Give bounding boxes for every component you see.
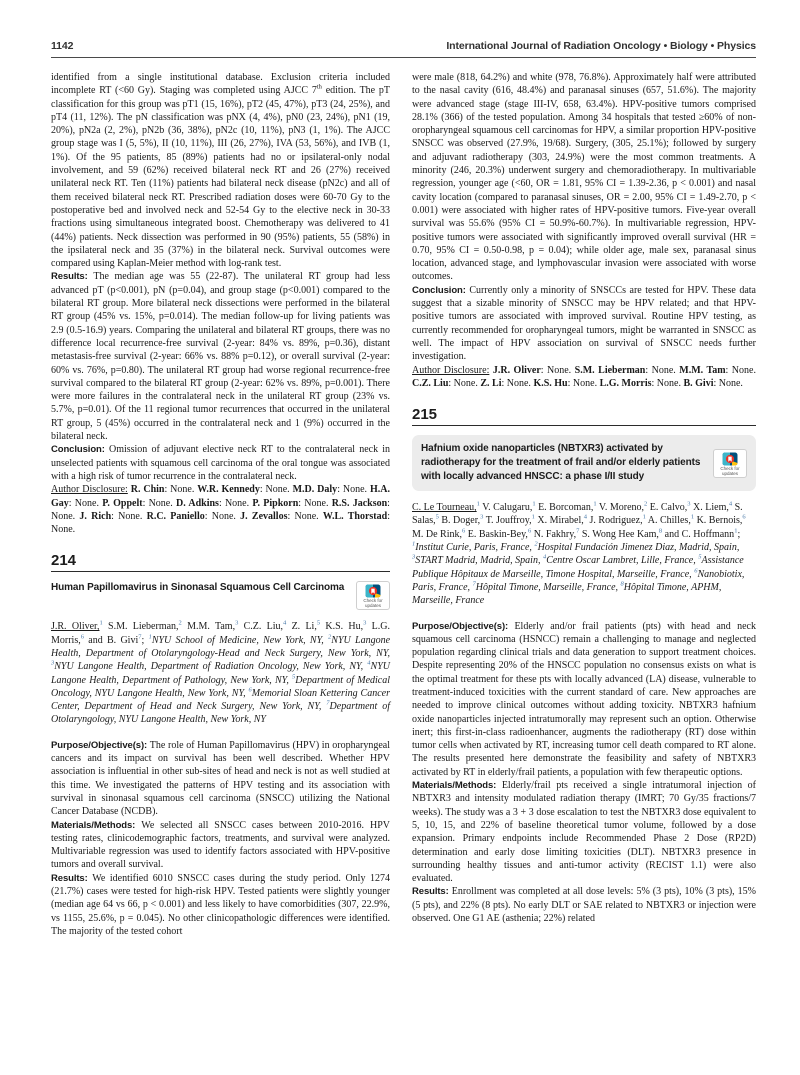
- text-segment: : None.: [651, 377, 684, 389]
- text-segment: Department of Otolaryngology, NYU Langone Health, New York, NY: [51, 701, 390, 726]
- text-segment: Hôpital Timone, APHM, Marseille, France: [412, 581, 722, 607]
- text-segment: Institut Curie, Paris, France,: [415, 542, 535, 554]
- text-segment: : None.: [337, 484, 370, 496]
- text-segment: C.Z. Liu,: [238, 621, 284, 633]
- text-segment: W.R. Kennedy: [197, 484, 260, 496]
- text-segment: J. Rich: [79, 510, 112, 522]
- section-label: Purpose/Objective(s):: [51, 739, 150, 751]
- check-for-updates-badge[interactable]: [356, 581, 390, 610]
- journal-title: International Journal of Radiation Oncology • Biology • Physics: [446, 40, 756, 52]
- section-label: Results:: [51, 271, 94, 283]
- text-segment: Enrollment was completed at all dose levels: 5% (3 pts), 10% (3 pts), 15% (5 pts), and 22% (8 pts). No early DLT or SAE related to NBTXR3 or injection were observed. One G1 AE (asthenia; 22%) related: [412, 886, 756, 925]
- text-segment: R.S. Jackson: [331, 497, 388, 509]
- text-segment: 6: [694, 567, 698, 575]
- left-column: [51, 71, 390, 938]
- text-segment: : None.: [501, 377, 534, 389]
- text-segment: 1: [690, 514, 695, 522]
- text-segment: 5: [292, 673, 296, 681]
- text-segment: 4: [542, 553, 547, 561]
- text-segment: 1: [593, 500, 597, 508]
- text-segment: : None.: [259, 484, 293, 496]
- right-column: [412, 71, 756, 925]
- text-segment: T. Jouffroy,: [483, 515, 532, 527]
- text-segment: : None.: [725, 364, 756, 376]
- text-segment: E. Calvo,: [647, 502, 688, 514]
- text-segment: 3: [235, 620, 239, 628]
- text-segment: V. Calugaru,: [479, 502, 533, 514]
- text-segment: : None.: [142, 497, 176, 509]
- text-segment: K.S. Hu: [533, 377, 568, 389]
- text-segment: : None.: [645, 364, 680, 376]
- text-segment: 5: [698, 553, 702, 561]
- text-segment: M.M. Tam,: [181, 621, 236, 633]
- text-segment: identified from a single institutional database. Exclusion criteria included incomplete RT (<60 Gy). Staging was completed using AJCC 7: [51, 72, 390, 97]
- abstract-215-authors: [412, 501, 756, 607]
- text-segment: D. Adkins: [175, 497, 219, 509]
- text-segment: 1: [642, 514, 646, 522]
- text-segment: Author Disclosure:: [412, 364, 490, 376]
- text-segment: Hospital Fundación Jimenez Diaz, Madrid, Spain,: [537, 542, 740, 554]
- text-segment: X. Mirabel,: [534, 515, 584, 527]
- crossmark-icon: [365, 584, 381, 598]
- text-segment: : None.: [540, 364, 575, 376]
- text-segment: : None.: [68, 497, 103, 509]
- text-segment: P. Oppelt: [102, 497, 143, 509]
- text-segment: 7: [472, 580, 476, 588]
- text-segment: X. Liem,: [690, 502, 729, 514]
- check-for-updates-label: Check for updates: [720, 465, 740, 476]
- text-segment: J.R. Oliver: [492, 364, 541, 376]
- text-segment: H.A. Gay: [51, 484, 390, 509]
- text-segment: ;: [141, 634, 149, 646]
- text-segment: 2: [534, 540, 538, 548]
- text-segment: 7: [576, 527, 580, 535]
- text-segment: NYU Langone Health, Department of Otolaryngology-Head and Neck Surgery, New York, NY,: [51, 634, 391, 659]
- text-segment: Z. Li: [480, 377, 502, 389]
- abstract-214-title-row: [51, 581, 390, 610]
- text-segment: edition. The pT classification for this group was pT1 (15, 16%), pT2 (45, 47%), pT3 (24, 25%), and pT4 (11, 12%). The pN classification was pNX (4, 4%), pN0 (23, 24%), pN1 (19, 20%), pN2a (2, 2%), pN2b (36, 38%), pN2c (10, 11%), pN3 (1, 1%). The AJCC group stage was I (5, 5%), II (10, 11%), III (26, 27%), IVA (53, 56%), and IVB (1, 1%). Of the 95 patients, 85 (89%) patients had no or ipsilateral-only nodal involvement, and 59 (62%) received bilateral neck RT and 26 (27%) received unilateral neck RT. Ten (11%) patients had bilateral neck disease (pN2c) and all of them received bilateral neck RT. Prescribed radiation doses were 60-70 Gy to the postoperative bed and involved neck and 52-54 Gy to the elective neck in 30-33 fractions using simultaneous integrated boost. Chemotherapy was delivered to 41 (44%) patients. Neck dissection was performed in 90 (95%) patients, 55 (58%) in the ipsilateral neck and 35 (37%) in the bilateral neck. Survival outcomes were compared using Kaplan-Meier method with log-rank test.: [51, 85, 391, 270]
- abstract-214-number: 214: [51, 552, 390, 572]
- text-segment: Centre Oscar Lambret, Lille, France,: [546, 555, 699, 567]
- text-segment: C.Z. Liu: [412, 377, 449, 389]
- text-segment: 1: [532, 500, 536, 508]
- check-for-updates-badge[interactable]: [713, 449, 747, 478]
- abstract-214-conclusion: [412, 284, 756, 364]
- abstract-215-materials-methods: [412, 779, 756, 885]
- text-segment: 1: [476, 500, 480, 508]
- section-label: Conclusion:: [412, 284, 470, 296]
- text-segment: START Madrid, Madrid, Spain,: [415, 555, 543, 567]
- text-segment: Currently only a minority of SNSCCs are tested for HPV. These data suggest that a sizable minority of SNSCC may be HPV related; and that HPV-positive tumors are associated with improved survival. Routine HPV testing, as currently recommended for oropharyngeal tumors, might be warranted in SNSCC as well. The impact of HPV association on survival of SNSCC needs further investigation.: [412, 284, 756, 363]
- text-segment: : None.: [298, 497, 332, 509]
- text-segment: The role of Human Papillomavirus (HPV) in oropharyngeal cancers and its impact on survival has been well described. Whether HPV association is influential in other sub-sites of head and neck is not as well studied at this time. We investigated the patterns of HPV testing and its association with survival in sinonasal squamous cell carcinoma (SNSCC) utilizing the National Cancer Database (NCDB).: [51, 739, 390, 818]
- abstract-title: Hafnium oxide nanoparticles (NBTXR3) activated by radiotherapy for the treatment of frail and/or elderly patients with locally advanced HNSCC: a phase I/II study: [421, 443, 701, 483]
- text-segment: We identified 6010 SNSCC cases during the study period. Only 1274 (21.7%) cases were tested for high-risk HPV. Tested patients were slightly younger (median age 64 vs 66, p < 0.001) and less likely to have comorbidities (307, 22.9%, vs 1155, 25.6%, p = 0.045). No other clinicopathologic differences were identified. The majority of the tested cohort: [51, 872, 390, 937]
- text-segment: 6: [80, 633, 84, 641]
- text-segment: : None.: [51, 510, 390, 536]
- page-header: [51, 40, 756, 58]
- text-segment: 3: [363, 620, 367, 628]
- abstract-213-results: [51, 270, 390, 443]
- abstract-215-purpose: [412, 620, 756, 780]
- text-segment: 1: [99, 620, 103, 628]
- text-segment: Z. Li,: [286, 621, 317, 633]
- text-segment: L.G. Morris: [599, 377, 652, 389]
- text-segment: 3: [480, 514, 484, 522]
- abstract-214-purpose: [51, 739, 390, 819]
- page-number: 1142: [51, 40, 74, 52]
- text-segment: S. Wong Hee Kam,: [579, 528, 659, 540]
- text-segment: NYU Langone Health, Department of Pathology, New York, NY,: [51, 661, 390, 686]
- text-segment: th: [316, 83, 322, 91]
- text-segment: : None.: [218, 497, 253, 509]
- text-segment: Omission of adjuvant elective neck RT to the contralateral neck in unselected patients with squamous cell carcinoma of the oral tongue was associated with a high risk of tumor recurrence in the contralateral neck.: [51, 444, 391, 482]
- text-segment: Assistance Publique Hôpitaux de Marseille, Timone Hospital, Marseille, France,: [412, 555, 744, 580]
- text-segment: 6: [742, 514, 746, 522]
- text-segment: were male (818, 64.2%) and white (978, 76.8%). Approximately half were attributed to the nasal cavity (616, 48.4%) and paranasal sinuses (657, 51.6%). The majority were advanced stage (stage III-IV, 658, 63.4%). HPV-positive tumors comprised 28.1% (366) of the tested population. Among 34 hospitals that tested ≥60% of non-oropharyngeal squamous cell carcinomas for HPV, a similar proportion HPV-positive SNSCC was observed (27.9%, 19/68). Surgery, (305, 25.1%); followed by surgery and adjuvant radiotherapy (303, 24.9%) were the most common treatments. A minority (246, 20.3%) underwent surgery and chemoradiotherapy. In multivariable regression, younger age (<60, OR = 1.81, 95% CI = 1.39-2.36, p < 0.001) and nasal cavity location (compared to paranasal sinuses, OR = 2.00, 95% CI = 1.49-2.70, p < 0.001) were associated with higher rates of HPV-positive tumors. Five-year overall survival was 55.6% (95% CI = 50.9%-60.7%). In multivariable regression, HPV-positive tumors were associated with significantly improved overall survival (HR = 0.70, 95% CI = 0.50-0.98, p = 0.04); while older age, male sex, paranasal sinus location, advanced stage, and lymphovascular invasion were associated with worse outcomes.: [412, 72, 756, 283]
- text-segment: P. Pipkorn: [252, 497, 299, 509]
- text-segment: ;: [737, 528, 741, 540]
- text-segment: V. Moreno,: [596, 502, 645, 514]
- text-segment: N. Fakhry,: [531, 528, 577, 540]
- text-segment: Author Disclosure:: [51, 484, 128, 496]
- text-segment: 7: [138, 633, 142, 641]
- abstract-214-results-part1: [51, 872, 390, 938]
- text-segment: 3: [51, 659, 55, 667]
- text-segment: B. Doger,: [438, 515, 481, 527]
- text-segment: E. Borcoman,: [535, 502, 594, 514]
- text-segment: M.D. Daly: [292, 484, 338, 496]
- text-segment: Department of Medical Oncology, NYU Langone Health, New York, NY,: [51, 674, 391, 699]
- text-segment: A. Chilles,: [645, 515, 691, 527]
- text-segment: C. Le Tourneau,: [412, 502, 477, 514]
- text-segment: : None.: [204, 510, 241, 522]
- abstract-215-number: 215: [412, 406, 756, 426]
- text-segment: Elderly and/or frail patients (pts) with head and neck squamous cell carcinoma (HSNCC) remain a challenging to manage and neglected population regarding clinical trials and data generation to support treatment choices. Despite representing 20% of the HNSCC population no consensus exists on what is the optimal treatment for these pts with locally advanced (LA) disease, vulnerable to treatment-induced toxicities with the current standard of care. New approaches are needed to improve clinical outcomes without adding toxicity. NBTXR3 hafnium oxide nanoparticles injected intratumorally may represent such an option. Otherwise inert; this first-in-class radioenhancer, augments the radiotherapy (RT) dose within tumor cells when activated by RT, increasing tumor cell death compared to RT alone. The results presented here demonstrate the feasibility and safety of NBTXR3 activated by RT in elderly/frail patients, a population with few therapeutic options.: [412, 620, 756, 778]
- text-segment: NYU School of Medicine, New York, NY,: [151, 634, 329, 646]
- text-segment: J.R. Oliver,: [51, 621, 100, 633]
- text-segment: and C. Hoffmann: [662, 528, 735, 540]
- abstract-214-materials-methods: [51, 819, 390, 872]
- text-segment: E. Baskin-Bey,: [465, 528, 528, 540]
- abstract-214-author-disclosure: [412, 364, 756, 391]
- text-segment: We selected all SNSCC cases between 2010-2016. HPV testing rates, clinicodemographic factors, treatments, and survival were analyzed. Multivariable regression was used to identify factors associated with HPV-positive tumors and overall survival.: [51, 819, 390, 871]
- text-segment: K.S. Hu,: [320, 621, 364, 633]
- text-segment: 5: [435, 514, 439, 522]
- text-segment: 4: [367, 659, 371, 667]
- text-segment: M. De Rink,: [412, 528, 462, 540]
- text-segment: Hôpital Timone, Marseille, France,: [475, 581, 621, 593]
- section-label: Materials/Methods:: [51, 819, 142, 831]
- abstract-213-conclusion: [51, 443, 390, 483]
- abstract-213-author-disclosure: [51, 483, 390, 536]
- text-segment: 1: [412, 540, 416, 548]
- text-segment: 7: [326, 699, 330, 707]
- text-segment: NYU Langone Health, Department of Radiation Oncology, New York, NY,: [54, 661, 368, 673]
- text-segment: : None.: [287, 510, 323, 522]
- text-segment: 1: [531, 514, 535, 522]
- text-segment: R. Chin: [130, 484, 165, 496]
- abstract-213-continuation: [51, 71, 390, 270]
- text-segment: : None.: [51, 497, 390, 522]
- text-segment: 6: [248, 686, 252, 694]
- text-segment: J. Zevallos: [240, 510, 288, 522]
- section-label: Results:: [412, 886, 452, 898]
- text-segment: 3: [687, 500, 691, 508]
- text-segment: and B. Givi: [83, 634, 139, 646]
- text-segment: W.L. Thorstad: [322, 510, 388, 522]
- section-label: Materials/Methods:: [412, 780, 502, 792]
- text-segment: 4: [583, 514, 588, 522]
- text-segment: 2: [178, 620, 182, 628]
- section-label: Results:: [51, 872, 93, 884]
- check-for-updates-label: Check for updates: [363, 598, 383, 609]
- section-label: Purpose/Objective(s):: [412, 620, 515, 632]
- text-segment: 6: [527, 527, 532, 535]
- text-segment: : None.: [448, 377, 481, 389]
- text-segment: L.G. Morris,: [51, 621, 390, 646]
- text-segment: : None.: [164, 484, 198, 496]
- text-segment: : None.: [567, 377, 600, 389]
- text-segment: R.C. Paniello: [146, 510, 205, 522]
- text-segment: Nanobiotix, Paris, France,: [412, 568, 745, 593]
- text-segment: K. Bernois,: [694, 515, 743, 527]
- text-segment: 6: [462, 527, 466, 535]
- text-segment: 5: [316, 620, 321, 628]
- text-segment: The median age was 55 (22-87). The unilateral RT group had less advanced pT (p<0.001), pN (p=0.04), and group stage (p<0.001) compared to the bilateral RT group. More bilateral neck dissections were performed in the bilateral RT group (45% vs. 15%, p=0.014). The median follow-up for living patients was 2.9 (0.5-16.9) years. Comparing the unilateral and bilateral RT groups, there was no difference local recurrence-free survival (2-year: 84% vs. 89%, p=0.36), distant metastasis-free survival (2-year: 66% vs. 88% p=0.12), or overall survival (2-year: 60% vs. 76%, p=0.80). The unilateral RT group had worse regional recurrence-free survival compared to the bilateral RT group (2-year: 62% vs. 89%, p=0.001). There were more failures in the contralateral neck in the unilateral RT group (23% vs. 5.7%, p=0.01). Of the 11 regional tumor recurrences that occurred in the unilateral RT group, 5 (45%) occurred in the contralateral neck and 1 (9%) occurred in the bilateral neck.: [51, 271, 390, 443]
- text-segment: : None.: [713, 377, 743, 389]
- text-segment: 8: [658, 527, 663, 535]
- abstract-214-authors: [51, 620, 390, 726]
- text-segment: 4: [283, 620, 287, 628]
- text-segment: Elderly/frail pts received a single intratumoral injection of NBTXR3 and intensity modulated radiation therapy (IMRT; 70 Gy/35 fractions/7 weeks). The study was a 3 + 3 dose escalation to test the NBTXR3 dose equivalent to 5, 10, 15, and 22% of baseline theoretical tumor volume, followed by a dose expansion. Primary endpoints include Recommended Phase 2 Dose (RP2D) determination and early dose limiting toxicities (DLT). NBTXR3 presence in surrounding healthy tissues and anti-tumor activity (RECIST 1.1) were also evaluated.: [412, 780, 756, 885]
- text-segment: 2: [644, 500, 648, 508]
- text-segment: Memorial Sloan Kettering Cancer Center, Department of Head and Neck Surgery, New York, NY,: [51, 687, 391, 713]
- abstract-title: Human Papillomavirus in Sinonasal Squamous Cell Carcinoma: [51, 582, 345, 594]
- text-segment: S. Salas,: [412, 502, 743, 527]
- text-segment: 4: [728, 500, 733, 508]
- abstract-215-title-row: [412, 435, 756, 491]
- abstract-215-results-part1: [412, 885, 756, 925]
- text-segment: 1: [734, 527, 738, 535]
- crossmark-icon: [722, 452, 738, 466]
- text-segment: 3: [412, 553, 416, 561]
- text-segment: S.M. Lieberman,: [102, 621, 179, 633]
- text-segment: J. Rodriguez,: [587, 515, 643, 527]
- text-segment: 2: [328, 633, 332, 641]
- text-segment: 1: [148, 633, 152, 641]
- text-segment: M.M. Tam: [679, 364, 726, 376]
- text-segment: 8: [620, 580, 624, 588]
- section-label: Conclusion:: [51, 444, 109, 456]
- text-segment: : None.: [111, 510, 147, 522]
- abstract-214-results-part2: [412, 71, 756, 284]
- text-segment: S.M. Lieberman: [574, 364, 646, 376]
- text-segment: B. Givi: [683, 377, 714, 389]
